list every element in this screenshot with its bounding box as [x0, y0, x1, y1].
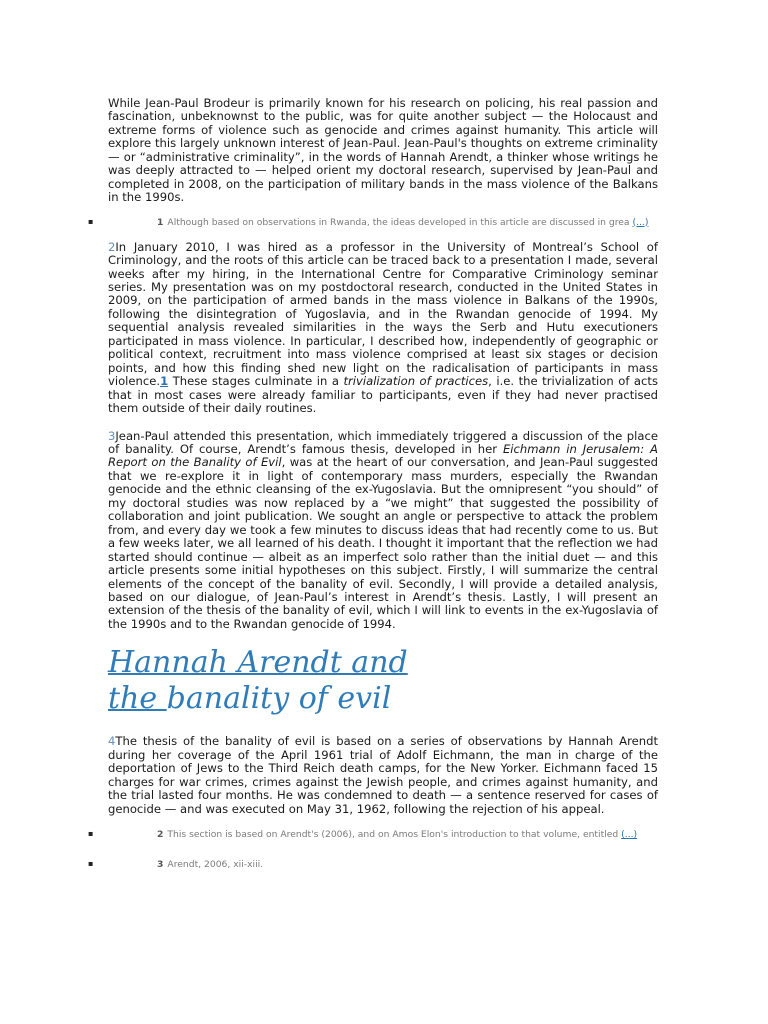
footnote-text: Although based on observations in Rwanda, the ideas developed in this article are discussed in grea — [167, 216, 630, 228]
paragraph-number: 3 — [108, 428, 116, 443]
heading-text: banality of evil — [166, 681, 392, 717]
article-body — [88, 96, 658, 871]
paragraph-text: Jean-Paul attended this presentation, which immediately triggered a discussion of the place of banality. Of course, Arendt’s famous thesis, developed in her — [108, 428, 658, 456]
footnote-number: 3 — [157, 859, 164, 871]
bullet-icon: ▪ — [88, 829, 94, 839]
footnote-number: 1 — [157, 216, 164, 228]
footnote-2 — [88, 828, 658, 841]
intro-paragraph: While Jean-Paul Brodeur is primarily known for his research on policing, his real passion and fascination, unbeknownst to the public, was for quite another subject — the Holocaust and extreme forms of violence such as genocide and crimes against humanity. This article will explore this largely unknown interest of Jean-Paul. Jean-Paul's thoughts on extreme criminality — or “administrative criminality”, in the words of Hannah Arendt, a thinker whose writings he was deeply attracted to — helped orient my doctoral research, supervised by Jean-Paul and completed in 2008, on the participation of military bands in the mass violence of the Balkans in the 1990s. — [108, 96, 658, 205]
footnote-3 — [88, 858, 658, 871]
paragraph-text: In January 2010, I was hired as a professor in the University of Montreal’s School of Criminology, and the roots of this article can be traced back to a presentation I made, several weeks after my hiring, in the International Centre for Comparative Criminology seminar series. My presentation was on my postdoctoral research, conducted in the United States in 2009, on the participation of armed bands in the mass violence in Balkans of the 1990s, following the disintegration of Yugoslavia, and in the Rwandan genocide of 1994. My sequential analysis revealed similarities in the ways the Serb and Hutu executioners participated in mass violence. In particular, I described how, independently of geographic or political context, recruitment into mass violence comprised at least six stages or decision points, and how this finding shed new light on the radicalisation of participants in mass violence. — [108, 239, 658, 389]
heading-link-line1[interactable]: Hannah Arendt and — [108, 645, 408, 681]
paragraph-text: These stages culminate in a — [168, 374, 344, 389]
footnote-number: 2 — [157, 829, 164, 841]
footnote-more-link[interactable]: (...) — [632, 216, 649, 228]
section-heading[interactable] — [108, 645, 658, 717]
heading-link-line2[interactable]: the — [108, 681, 167, 717]
paragraph-4 — [108, 735, 658, 816]
paragraph-number: 2 — [108, 239, 116, 254]
paragraph-text: , was at the heart of our conversation, and Jean-Paul suggested that we re-explore it in light of contemporary mass murders, especially the Rwandan genocide and the ethnic cleansing of the ex-Yugoslavia. But the omnipresent “you should” of my doctoral studies was now replaced by a “we might” that suggested the possibility of collaboration and joint publication. We sought an angle or perspective to attack the problem from, and every day we took a few minutes to discuss ideas that had recently come to us. But a few weeks later, we all learned of his death. I thought it important that the reflection we had started should continue — albeit as an imperfect solo rather than the initial duet — and this article presents some initial hypotheses on this subject. Firstly, I will summarize the central elements of the concept of the banality of evil. Secondly, I will provide a detailed analysis, based on our dialogue, of Jean-Paul’s interest in Arendt’s thesis. Lastly, I will present an extension of the thesis of the banality of evil, which I will link to events in the ex-Yugoslavia of the 1990s and to the Rwandan genocide of 1994. — [108, 455, 658, 631]
paragraph-2 — [108, 241, 658, 416]
paragraph-text: The thesis of the banality of evil is based on a series of observations by Hannah Arendt during her coverage of the April 1961 trial of Adolf Eichmann, the man in charge of the deportation of Jews to the Third Reich death camps, for the New Yorker. Eichmann faced 15 charges for war crimes, crimes against the Jewish people, and crimes against humanity, and the trial lasted four months. He was condemned to death — a sentence reserved for cases of genocide — and was executed on May 31, 1962, following the rejection of his appeal. — [108, 734, 658, 816]
footnote-text: This section is based on Arendt's (2006), and on Amos Elon's introduction to that volume, entitled — [167, 829, 619, 841]
footnote-more-link[interactable]: (...) — [621, 829, 638, 841]
emphasis-text: trivialization of practices — [343, 374, 489, 389]
bullet-icon: ▪ — [88, 859, 94, 869]
paragraph-text: , i.e. the trivialization of acts that in most cases were already familiar to participants, even if they had never practised them outside of their daily routines. — [108, 374, 658, 416]
paragraph-3 — [108, 430, 658, 632]
footnote-text: Arendt, 2006, xii-xiii. — [167, 859, 264, 871]
bullet-icon: ▪ — [88, 216, 94, 226]
paragraph-number: 4 — [108, 734, 116, 749]
book-title: Eichmann in Jerusalem: A Report on the Banality of Evil — [108, 441, 658, 470]
footnote-ref-link[interactable]: 1 — [160, 374, 169, 389]
footnote-1 — [88, 216, 658, 229]
